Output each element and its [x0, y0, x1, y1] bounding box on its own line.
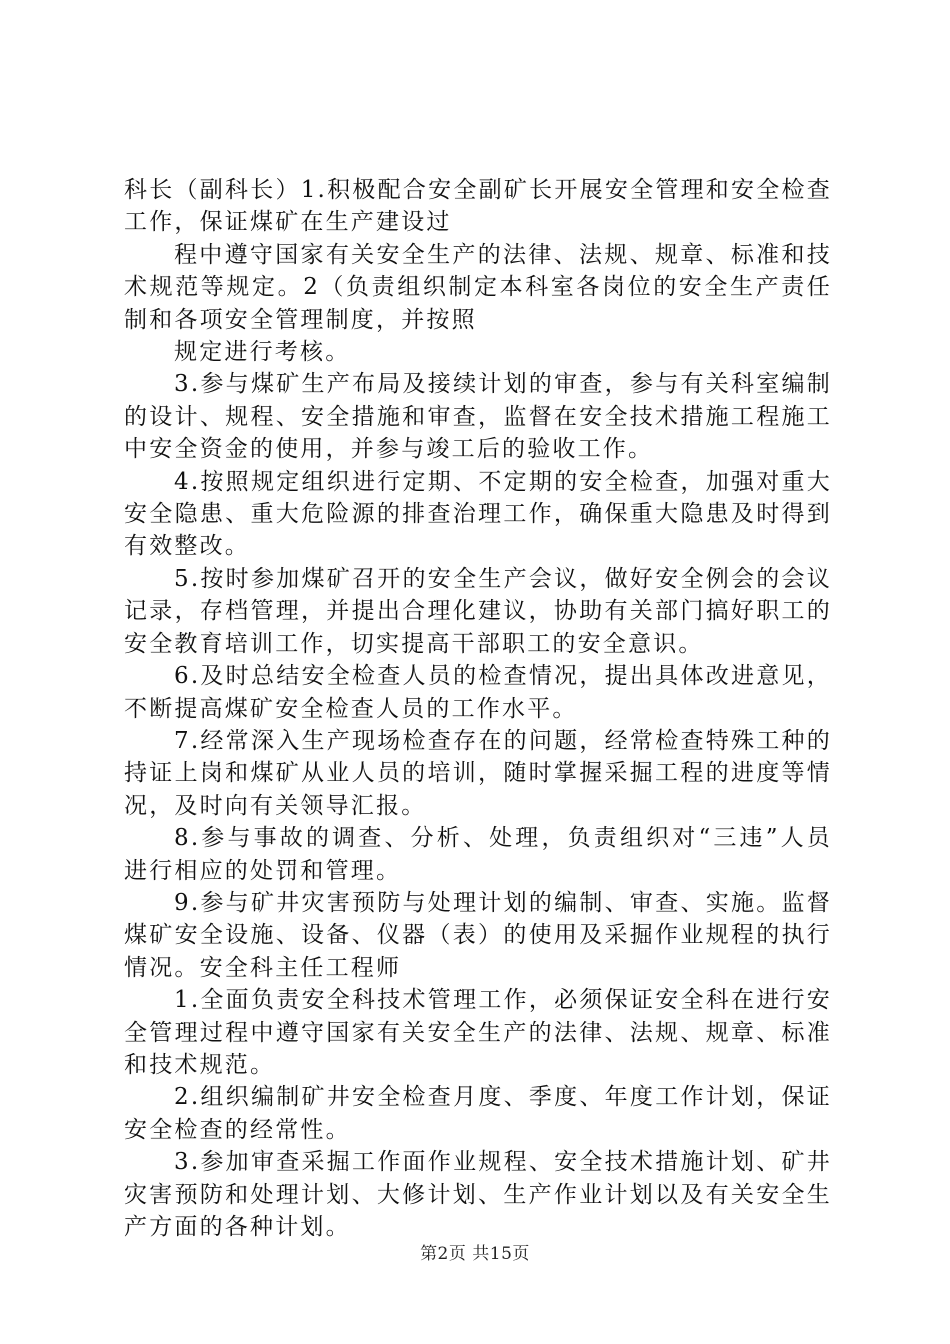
paragraph-3: 规定进行考核。 [174, 339, 351, 366]
paragraph-10: 9.参与矿井灾害预防与处理计划的编制、审查、实施。监督煤矿安全设施、设备、仪器（表）的使用及采掘作业规程的执行情况。安全科主任工程师 [124, 889, 832, 981]
paragraph-13: 3.参加审查采掘工作面作业规程、安全技术措施计划、矿井灾害预防和处理计划、大修计划、生产作业计划以及有关安全生产方面的各种计划。 [124, 1149, 832, 1240]
page-number-footer: 第2页 共15页 [420, 1244, 530, 1264]
document-body [124, 174, 832, 1243]
paragraph-5: 4.按照规定组织进行定期、不定期的安全检查，加强对重大安全隐患、重大危险源的排查治理工作，确保重大隐患及时得到有效整改。 [124, 468, 832, 560]
paragraph-4: 3.参与煤矿生产布局及接续计划的审查，参与有关科室编制的设计、规程、安全措施和审查，监督在安全技术措施工程施工中安全资金的使用，并参与竣工后的验收工作。 [124, 371, 832, 463]
paragraph-11: 1.全面负责安全科技术管理工作，必须保证安全科在进行安全管理过程中遵守国家有关安全生产的法律、法规、规章、标准和技术规范。 [124, 987, 832, 1078]
paragraph-7: 6.及时总结安全检查人员的检查情况，提出具体改进意见，不断提高煤矿安全检查人员的工作水平。 [124, 663, 832, 722]
paragraph-2: 程中遵守国家有关安全生产的法律、法规、规章、标准和技术规范等规定。2（负责组织制定本科室各岗位的安全生产责任制和各项安全管理制度，并按照 [124, 241, 832, 333]
paragraph-8: 7.经常深入生产现场检查存在的问题，经常检查特殊工种的持证上岗和煤矿从业人员的培训，随时掌握采掘工程的进度等情况，及时向有关领导汇报。 [124, 727, 832, 819]
paragraph-9: 8.参与事故的调查、分析、处理，负责组织对“三违”人员进行相应的处罚和管理。 [124, 825, 832, 884]
paragraph-1: 科长（副科长）1.积极配合安全副矿长开展安全管理和安全检查工作，保证煤矿在生产建设过 [124, 177, 832, 236]
paragraph-12: 2.组织编制矿井安全检查月度、季度、年度工作计划，保证安全检查的经常性。 [124, 1084, 832, 1143]
paragraph-6: 5.按时参加煤矿召开的安全生产会议，做好安全例会的会议记录，存档管理，并提出合理化建议，协助有关部门搞好职工的安全教育培训工作，切实提高干部职工的安全意识。 [124, 565, 832, 657]
